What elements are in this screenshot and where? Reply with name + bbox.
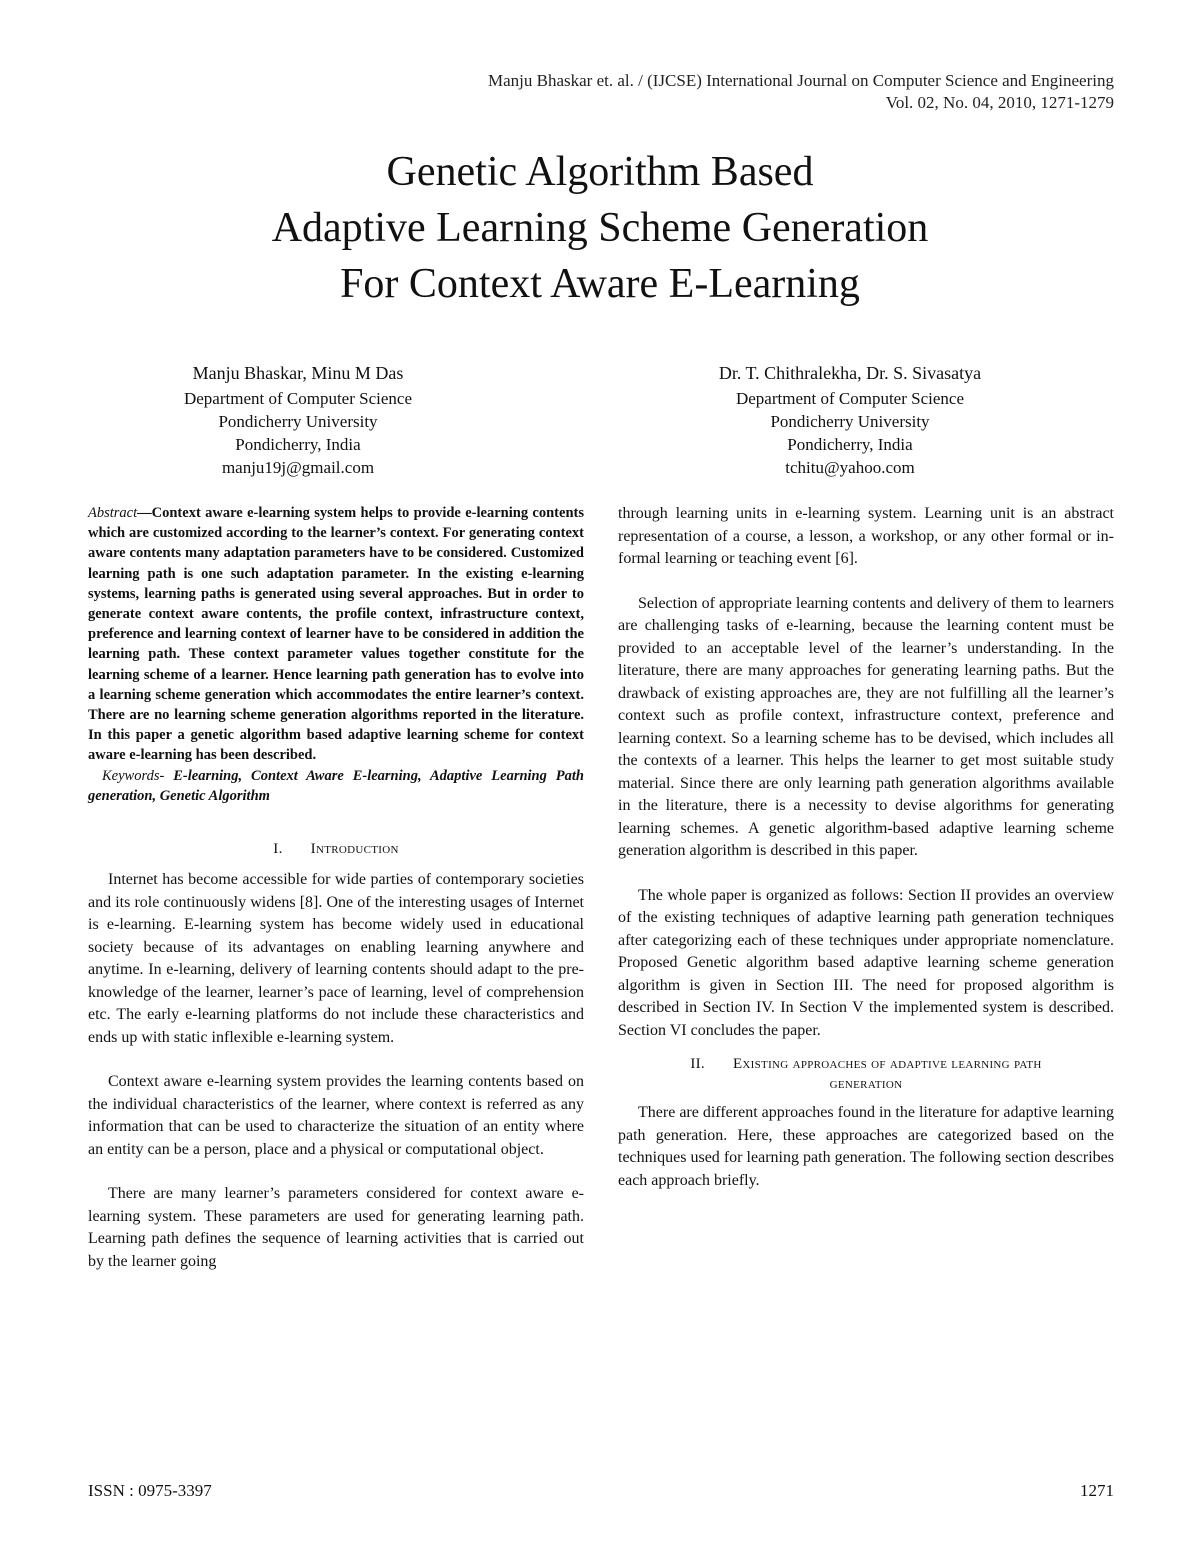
intro-paragraph-3: There are many learner’s parameters considered for context aware e-learning system. These parameters are used for generating learning path. Learning path defines the sequence of learning activities that is carried out by the learner going — [88, 1185, 584, 1270]
title-line-3: For Context Aware E-Learning — [340, 261, 860, 307]
keywords-label: Keywords- — [102, 767, 165, 784]
section-title-line-2: generation — [829, 1076, 903, 1092]
keywords-text: E-learning, Context Aware E-learning, Adaptive Learning Path generation, Genetic Algorithm — [88, 767, 584, 804]
author-names: Dr. T. Chithralekha, Dr. S. Sivasatya — [718, 363, 982, 383]
author-location: Pondicherry, India — [235, 435, 361, 454]
section2-paragraph: There are different approaches found in the literature for adaptive learning path generation. Here, these approaches are categorized based on the techniques used for learning path generation. The following section describes each approach briefly. — [618, 1104, 1114, 1189]
author-department: Department of Computer Science — [735, 389, 964, 408]
author-department: Department of Computer Science — [183, 389, 412, 408]
footer-issn: ISSN : 0975-3397 — [88, 1481, 212, 1500]
footer-page-number: 1271 — [1080, 1481, 1114, 1500]
right-column — [618, 503, 1114, 1192]
left-column — [88, 503, 584, 1273]
section-number: I. — [273, 841, 283, 858]
author-email: tchitu@yahoo.com — [785, 458, 915, 477]
author-block-right — [650, 362, 1050, 479]
author-names: Manju Bhaskar, Minu M Das — [192, 363, 404, 383]
body-paragraph-selection: Selection of appropriate learning contents and delivery of them to learners are challenging tasks of e-learning, because the learning content must be provided to an acceptable level of the learner’s understanding. In the literature, there are many approaches for generating learning paths. But the drawback of existing approaches are, they are not fulfilling all the learner’s context such as profile context, infrastructure context, preference and learning context. So a learning scheme has to be devised, which includes all the contexts of a learner. This helps the learner to get most suitable study material. Since there are only learning path generation algorithms available in the literature, there is a necessity to devise algorithms for generating learning schemes. A genetic algorithm-based adaptive learning scheme generation algorithm is described in this paper. — [618, 594, 1114, 859]
paper-title — [0, 144, 1200, 312]
title-line-1: Genetic Algorithm Based — [386, 149, 814, 195]
abstract — [88, 503, 584, 766]
section-heading-introduction — [88, 839, 584, 859]
header-journal-line: Manju Bhaskar et. al. / (IJCSE) International Journal on Computer Science and Engineering — [487, 71, 1114, 90]
abstract-text: —Context aware e-learning system helps to provide e-learning contents which are customized according to the learner’s context. For generating context aware contents many adaptation parameters have to be considered. Customized learning path is one such adaptation parameter. In the existing e-learning systems, learning paths is generated using several approaches. But in order to generate context aware contents, the profile context, infrastructure context, preference and learning context of learner have to be considered in addition the learning path. These context parameter values together constitute for the learning scheme of a learner. Hence learning path generation has to evolve into a learning scheme generation which accommodates the entire learner’s context. There are no learning scheme generation algorithms reported in the literature. In this paper a genetic algorithm based adaptive learning scheme for context aware e-learning has been described. — [88, 505, 584, 764]
keywords — [88, 766, 584, 806]
header-volume-line: Vol. 02, No. 04, 2010, 1271-1279 — [885, 93, 1114, 112]
intro-paragraph-1: Internet has become accessible for wide parties of contemporary societies and its role continuously widens [8]. One of the interesting usages of Internet is e-learning. E-learning system has become widely used in educational society because of its advantages on enabling learning anywhere and anytime. In e-learning, delivery of learning contents should adapt to the pre-knowledge of the learner, learner’s pace of learning, level of comprehension etc. The early e-learning platforms do not include these characteristics and ends up with static inflexible e-learning system. — [88, 871, 584, 1046]
intro-paragraph-2: Context aware e-learning system provides the learning contents based on the individual characteristics of the learner, where context is referred as any information that can be used to characterize the situation of an entity where an entity can be a person, place and a physical or computational object. — [88, 1073, 584, 1158]
author-university: Pondicherry University — [218, 412, 378, 431]
section-title: Introduction — [310, 841, 399, 858]
abstract-label: Abstract — [88, 505, 138, 521]
running-header — [488, 70, 1114, 114]
author-location: Pondicherry, India — [787, 435, 913, 454]
section-title-line-1: Existing approaches of adaptive learning path — [732, 1056, 1042, 1072]
continuation-paragraph: through learning units in e-learning system. Learning unit is an abstract representation of a course, a lesson, a workshop, or any other formal or in-formal learning or teaching event [6]. — [618, 505, 1114, 567]
body-paragraph-organization: The whole paper is organized as follows: Section II provides an overview of the existing techniques of adaptive learning path generation techniques after categorizing each of these techniques under appropriate nomenclature. Proposed Genetic algorithm based adaptive learning scheme generation algorithm is given in Section III. The need for proposed algorithm is described in Section IV. In Section V the implemented system is described. Section VI concludes the paper. — [618, 886, 1114, 1039]
section-number: II. — [690, 1056, 705, 1072]
title-line-2: Adaptive Learning Scheme Generation — [271, 205, 929, 251]
section-heading-existing-approaches — [618, 1054, 1114, 1094]
author-email: manju19j@gmail.com — [221, 458, 375, 477]
author-university: Pondicherry University — [770, 412, 930, 431]
author-block-left — [98, 362, 498, 479]
